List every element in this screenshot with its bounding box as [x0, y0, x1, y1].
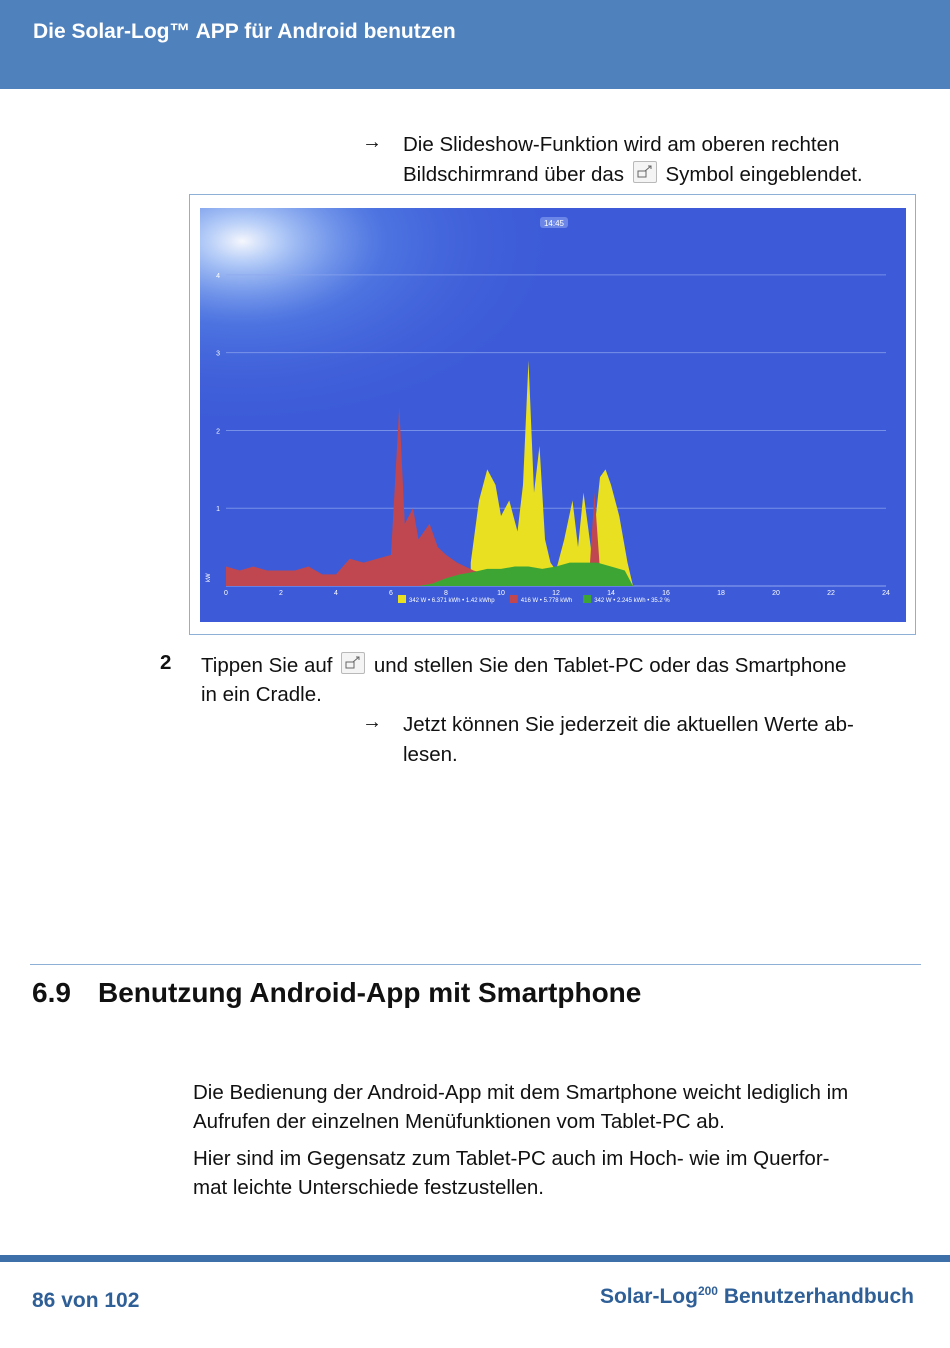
x-tick-label: 10	[497, 590, 505, 597]
x-tick-label: 12	[552, 590, 560, 597]
result2-line2: lesen.	[403, 743, 458, 766]
section-number: 6.9	[32, 977, 71, 1008]
step2-line1-post: und stellen Sie den Tablet-PC oder das Smartphone	[373, 654, 847, 677]
y-axis-label: kW	[206, 573, 212, 582]
step2-line2: in ein Cradle.	[201, 683, 322, 706]
legend-label: 342 W • 6.371 kWh • 1.42 kWhp	[409, 598, 495, 604]
step-number: 2	[160, 651, 172, 674]
legend-label: 342 W • 2.245 kWh • 35.2 %	[594, 598, 670, 604]
slideshow-icon	[633, 161, 657, 183]
x-tick-label: 8	[444, 590, 448, 597]
sun-glare	[200, 208, 906, 622]
manual-title: Benutzerhandbuch	[723, 1285, 914, 1308]
step2-line1	[201, 651, 846, 681]
time-badge-label: 14:45	[543, 219, 565, 228]
product-name: Solar-Log	[599, 1285, 698, 1308]
result2-line1: Jetzt können Sie jederzeit die aktuellen Werte ab-	[403, 713, 854, 736]
y-tick-label: 3	[216, 350, 220, 358]
result1-line2-pre: Bildschirmrand über das	[403, 163, 625, 186]
body-p1-line2: Aufrufen der einzelnen Menüfunktionen vom Tablet-PC ab.	[193, 1110, 725, 1133]
y-tick-label: 4	[216, 272, 220, 280]
x-tick-label: 20	[772, 590, 780, 597]
legend-swatch	[510, 595, 518, 603]
result1-line2	[403, 160, 863, 190]
page-header	[0, 0, 950, 89]
x-tick-label: 2	[279, 590, 283, 597]
arrow-icon: →	[362, 711, 382, 733]
section-title: Benutzung Android-App mit Smartphone	[98, 977, 642, 1008]
chart-figure	[189, 194, 916, 635]
section-heading	[32, 977, 641, 1009]
x-tick-label: 4	[334, 590, 338, 597]
slideshow-icon	[341, 652, 365, 674]
legend-label: 416 W • 5.778 kWh	[520, 598, 573, 604]
legend-swatch	[583, 595, 591, 603]
y-tick-label: 1	[216, 506, 220, 514]
x-tick-label: 18	[717, 590, 725, 597]
product-superscript: 200	[697, 1284, 718, 1298]
step2-line1-pre: Tippen Sie auf	[201, 654, 333, 677]
result1-line1: Die Slideshow-Funktion wird am oberen rechten	[403, 133, 840, 156]
y-tick-label: 2	[216, 428, 220, 436]
body-p2-line2: mat leichte Unterschiede festzustellen.	[193, 1176, 544, 1199]
footer-product	[600, 1284, 914, 1309]
x-tick-label: 6	[389, 590, 393, 597]
header-title: Die Solar-Log™ APP für Android benutzen	[33, 20, 456, 43]
body-p2-line1: Hier sind im Gegensatz zum Tablet-PC auch im Hoch- wie im Querfor-	[193, 1147, 830, 1170]
result1-line2-post: Symbol eingeblendet.	[665, 163, 863, 186]
page-number: 86 von 102	[32, 1289, 140, 1312]
solar-chart	[200, 208, 906, 622]
arrow-icon: →	[362, 131, 382, 153]
x-tick-label: 24	[882, 590, 890, 597]
x-tick-label: 14	[607, 590, 615, 597]
x-tick-label: 0	[224, 590, 228, 597]
section-divider	[30, 964, 921, 965]
footer-bar	[0, 1255, 950, 1262]
x-tick-label: 16	[662, 590, 670, 597]
x-tick-label: 22	[827, 590, 835, 597]
body-p1-line1: Die Bedienung der Android-App mit dem Smartphone weicht lediglich im	[193, 1081, 849, 1104]
legend-swatch	[398, 595, 406, 603]
